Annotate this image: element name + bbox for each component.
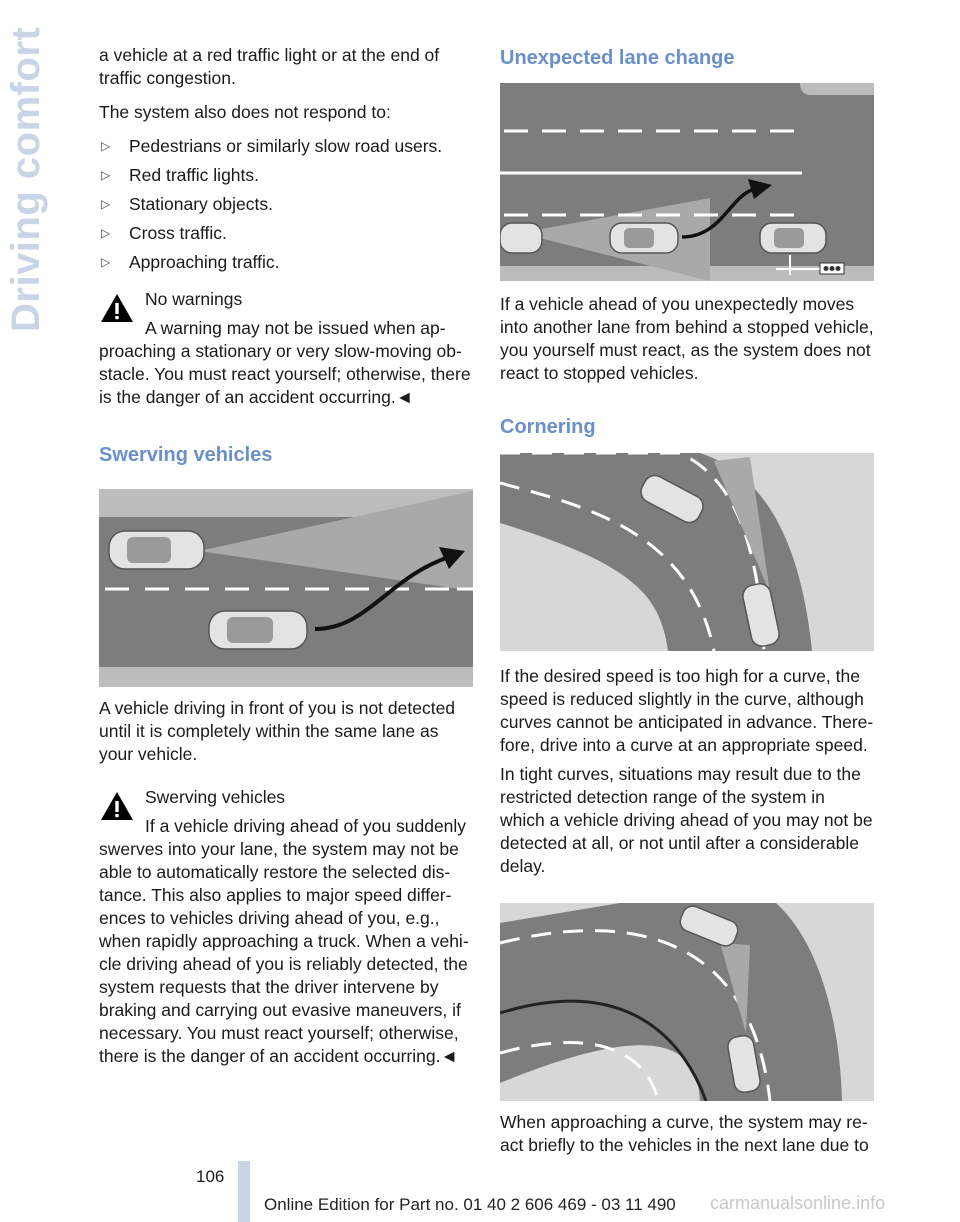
cornering-text-2: In tight curves, situations may result due to the restricted detection range of the system in which a vehicle driving ahead of you may not be detected at all, or not until after a considerable delay. xyxy=(500,764,873,876)
side-tab xyxy=(0,0,62,340)
cornering-text-3: When approaching a curve, the system may react briefly to the vehicles in the next lane due to xyxy=(500,1112,869,1155)
page-number: 106 xyxy=(196,1167,225,1186)
triangle-bullet-icon: ▷ xyxy=(101,255,111,269)
list-item: ▷ Pedestrians or similarly slow road users. xyxy=(101,136,443,156)
car-icon xyxy=(610,223,678,253)
footer-divider xyxy=(238,1161,250,1222)
watermark: carmanualsonline.info xyxy=(710,1193,886,1213)
car-icon xyxy=(760,223,826,253)
triangle-bullet-icon: ▷ xyxy=(101,226,111,240)
warning-body: If a vehicle driving ahead of you suddenly swerves into your lane, the system may not be able to automatically restore the selected distance. This also applies to major speed differences to vehicles driving ahead of you, e.g., when rapidly approaching a truck. When a vehicle driving ahead of you is reliably detected, the system requests that the driver intervene by braking and carrying out evasive maneuvers, if necessary. You must react yourself; otherwise, there is the danger of an accident occurring.◄ xyxy=(99,816,469,1066)
cornering-illustration-1 xyxy=(500,453,874,651)
intro-text: a vehicle at a red traffic light or at the end of traffic congestion. xyxy=(99,45,440,88)
cornering-text-1: If the desired speed is too high for a curve, the speed is reduced slightly in the curve, although curves cannot be anticipated in advance. Therefore, drive into a curve at an appropriate speed. xyxy=(500,666,874,755)
list-item: ▷ Approaching traffic. xyxy=(101,252,280,272)
cornering-illustration-2 xyxy=(500,903,874,1101)
swerving-vehicles-illustration xyxy=(99,489,473,687)
warning-block xyxy=(99,786,473,1068)
side-tab-label: Driving comfort xyxy=(4,26,48,332)
heading-lane-change: Unexpected lane change xyxy=(500,47,735,69)
left-column xyxy=(99,44,473,1068)
warning-block xyxy=(99,288,473,409)
triangle-bullet-icon: ▷ xyxy=(101,139,111,153)
list-item: ▷ Red traffic lights. xyxy=(101,165,260,185)
warning-body: A warning may not be issued when approaching a stationary or very slow-moving obstacle. You must react yourself; otherwise, there is the danger of an accident occurring.◄ xyxy=(99,318,471,407)
lane-change-illustration xyxy=(500,83,874,281)
triangle-bullet-icon: ▷ xyxy=(101,168,111,182)
no-respond-text: The system also does not respond to: xyxy=(99,102,391,122)
warning-triangle-icon xyxy=(99,790,135,822)
heading-cornering: Cornering xyxy=(500,416,596,438)
list-item: ▷ Cross traffic. xyxy=(101,223,227,243)
car-icon xyxy=(109,531,204,569)
warning-title: Swerving vehicles xyxy=(145,787,286,807)
warning-triangle-icon xyxy=(99,292,135,324)
bullet-list xyxy=(99,135,473,274)
car-icon xyxy=(209,611,307,649)
car-icon xyxy=(500,223,542,253)
right-column xyxy=(500,44,874,1157)
swerving-text: A vehicle driving in front of you is not detected until it is completely within the same lane as your vehicle. xyxy=(99,698,456,764)
triangle-bullet-icon: ▷ xyxy=(101,197,111,211)
heading-swerving: Swerving vehicles xyxy=(99,444,273,466)
edition-text: Online Edition for Part no. 01 40 2 606 469 - 03 11 490 xyxy=(264,1195,676,1214)
list-item: ▷ Stationary objects. xyxy=(101,194,273,214)
lane-change-text: If a vehicle ahead of you unexpectedly moves into another lane from behind a stopped vehicle, you yourself must react, as the system does not react to stopped vehicles. xyxy=(500,294,874,383)
warning-title: No warnings xyxy=(145,289,243,309)
